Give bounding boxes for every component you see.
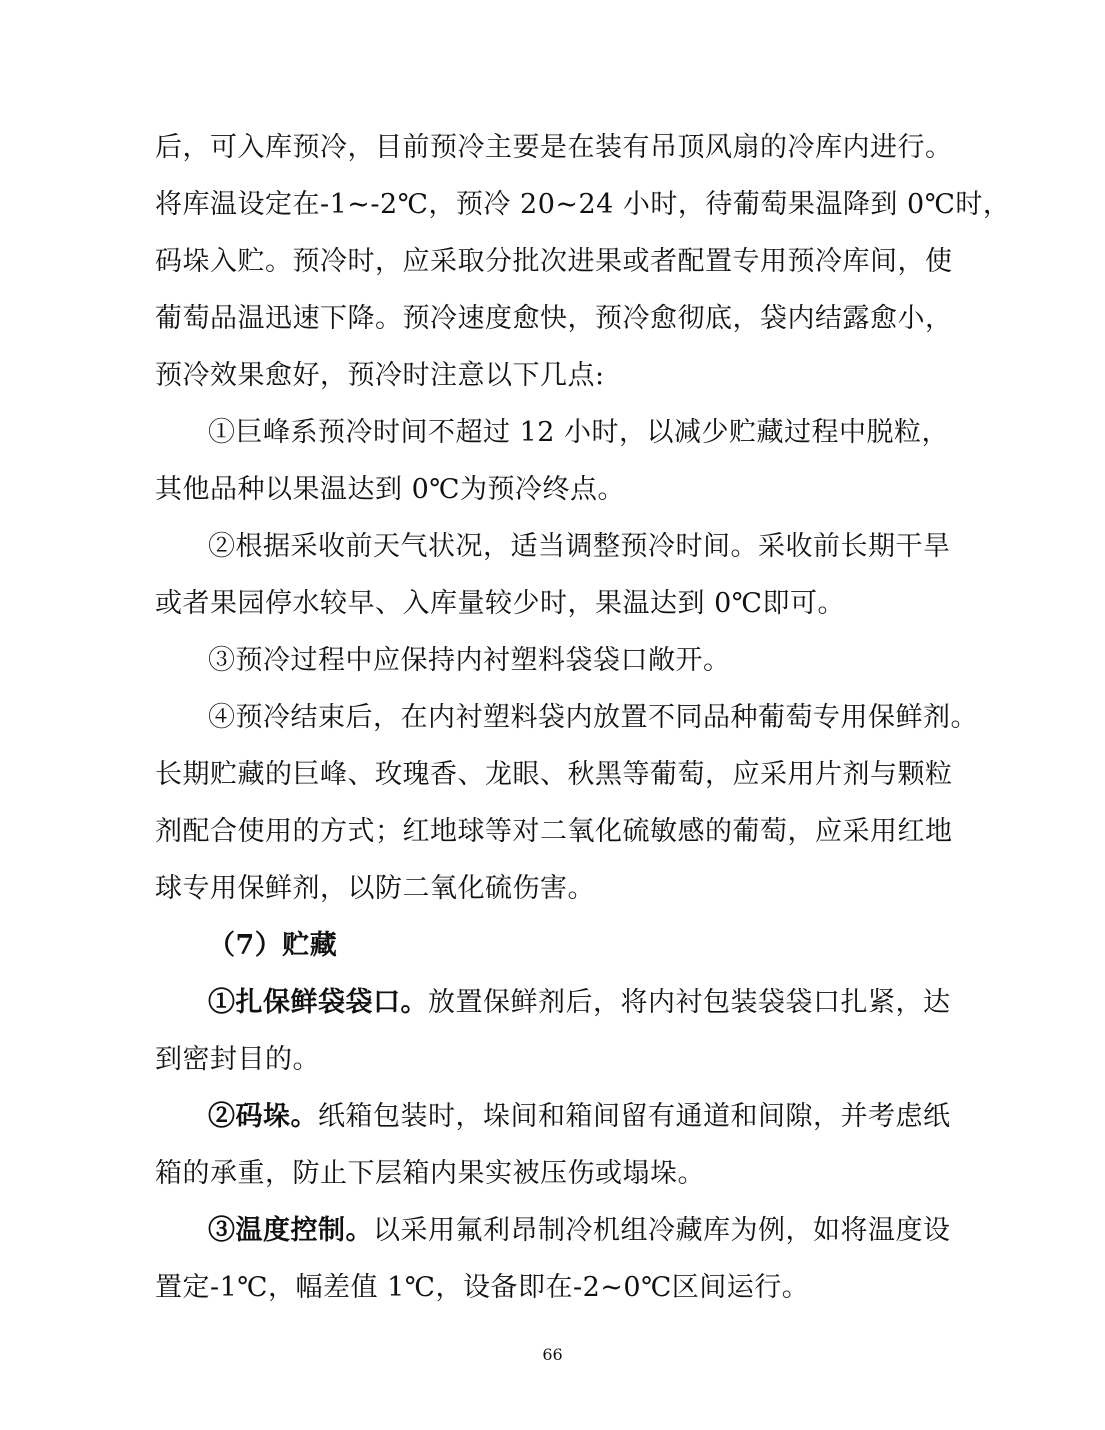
text-line-19: 箱的承重，防止下层箱内果实被压伤或塌垛。	[155, 1158, 705, 1189]
text-line-16: ①扎保鲜袋袋口。放置保鲜剂后，将内衬包装袋袋口扎紧，达	[208, 987, 951, 1018]
text-line-4: 葡萄品温迅速下降。预冷速度愈快，预冷愈彻底，袋内结露愈小，	[155, 303, 953, 334]
text-line-5: 预冷效果愈好，预冷时注意以下几点:	[155, 360, 605, 391]
text-line-8: ②根据采收前天气状况，适当调整预冷时间。采收前长期干旱	[208, 531, 951, 562]
text-line-21: 置定-1℃，幅差值 1℃，设备即在-2~0℃区间运行。	[155, 1272, 810, 1303]
text-line-13: 剂配合使用的方式；红地球等对二氧化硫敏感的葡萄，应采用红地	[155, 816, 953, 847]
section-heading: （7）贮藏	[208, 930, 338, 961]
text-line-14: 球专用保鲜剂，以防二氧化硫伤害。	[155, 873, 595, 904]
text-line-6: ①巨峰系预冷时间不超过 12 小时，以减少贮藏过程中脱粒，	[208, 417, 950, 448]
text-line-3: 码垛入贮。预冷时，应采取分批次进果或者配置专用预冷库间，使	[155, 246, 953, 277]
text-line-9: 或者果园停水较早、入库量较少时，果温达到 0℃即可。	[155, 588, 845, 619]
text-line-11: ④预冷结束后，在内衬塑料袋内放置不同品种葡萄专用保鲜剂。	[208, 702, 978, 733]
text-line-12: 长期贮藏的巨峰、玫瑰香、龙眼、秋黑等葡萄，应采用片剂与颗粒	[155, 759, 953, 790]
text-line-10: ③预冷过程中应保持内衬塑料袋袋口敞开。	[208, 645, 731, 676]
text-line-17: 到密封目的。	[155, 1044, 320, 1075]
text-line-18: ②码垛。纸箱包装时，垛间和箱间留有通道和间隙，并考虑纸	[208, 1101, 951, 1132]
text-line-2: 将库温设定在-1~-2℃，预冷 20~24 小时，待葡萄果温降到 0℃时，	[155, 189, 1011, 220]
text-line-1: 后，可入库预冷，目前预冷主要是在装有吊顶风扇的冷库内进行。	[155, 132, 953, 163]
text-line-20: ③温度控制。以采用氟利昂制冷机组冷藏库为例，如将温度设	[208, 1215, 951, 1246]
text-line-7: 其他品种以果温达到 0℃为预冷终点。	[155, 474, 625, 505]
page-number: 66	[542, 1345, 563, 1364]
